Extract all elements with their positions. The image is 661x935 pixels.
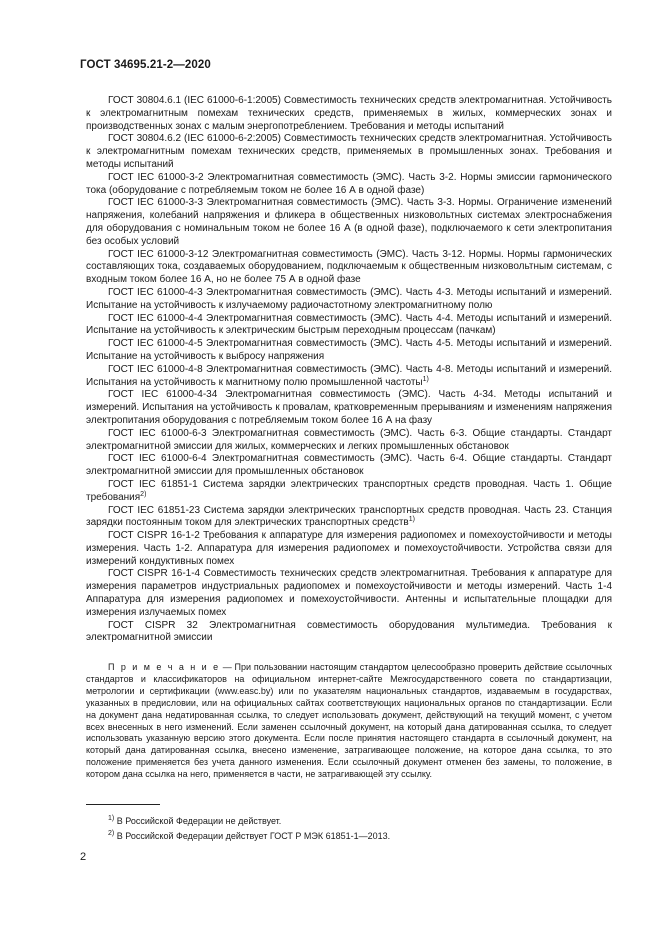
footnote-divider — [86, 804, 160, 805]
reference-item: ГОСТ IEC 61000-6-3 Электромагнитная совместимость (ЭМС). Часть 6-3. Общие стандарты. Стандарт электромагнитной эмиссии для жилых, коммерческих и легких промышленных обстановок — [86, 427, 612, 452]
document-header: ГОСТ 34695.21-2—2020 — [80, 59, 211, 71]
reference-item: ГОСТ IEC 61000-4-4 Электромагнитная совместимость (ЭМС). Часть 4-4. Методы испытаний и измерений. Испытание на устойчивость к электрическим быстрым переходным процессам (пачкам) — [86, 312, 612, 337]
footnote-mark: 1) — [422, 375, 429, 383]
reference-item: ГОСТ IEC 61000-3-2 Электромагнитная совместимость (ЭМС). Часть 3-2. Нормы эмиссии гармонического тока (оборудование с потребляемым током не более 16 А в одной фазе) — [86, 171, 612, 196]
footnote-mark: 1) — [408, 516, 415, 524]
footnotes — [108, 814, 390, 844]
note-label: П р и м е ч а н и е — [108, 662, 220, 672]
reference-item: ГОСТ IEC 61000-4-3 Электромагнитная совместимость (ЭМС). Часть 4-3. Методы испытаний и измерений. Испытание на устойчивость к излучаемому радиочастотному электромагнитному полю — [86, 286, 612, 311]
page-number: 2 — [80, 851, 87, 863]
footnote-mark: 2) — [108, 830, 115, 837]
reference-item: ГОСТ IEC 61000-4-34 Электромагнитная совместимость (ЭМС). Часть 4-34. Методы испытаний и измерений. Испытания на устойчивость к провалам, кратковременным прерываниям и изменениям напряжения электропитания оборудования с потребляемым током более 16 А на фазу — [86, 389, 612, 426]
footnote-item: $^{2)}$ В Российской Федерации действует ГОСТ Р МЭК 61851-1—2013. — [108, 830, 391, 841]
reference-item: ГОСТ IEC 61000-4-5 Электромагнитная совместимость (ЭМС). Часть 4-5. Методы испытаний и измерений. Испытание на устойчивость к выбросу напряжения — [86, 338, 612, 362]
reference-item: ГОСТ IEC 61851-23 Система зарядки электрических транспортных средств проводная. Часть 23. Станция зарядки постоянным током для электрических транспортных средств$^{1)}$ — [86, 504, 612, 529]
footnote-mark: 1) — [108, 815, 115, 822]
footnote-item: $^{1)}$ В Российской Федерации не действует. — [108, 815, 282, 826]
reference-item: ГОСТ IEC 61000-4-8 Электромагнитная совместимость (ЭМС). Часть 4-8. Методы испытаний и измерений. Испытания на устойчивость к магнитному полю промышленной частоты$^{1)}$ — [86, 363, 612, 388]
reference-item: ГОСТ CISPR 16-1-2 Требования к аппаратуре для измерения радиопомех и помехоустойчивости и методы измерения. Часть 1-2. Аппаратура для измерения радиопомех и помехоустойчивости. Устройства связи для измерений кондуктивных помех — [86, 530, 612, 567]
reference-item: ГОСТ 30804.6.2 (IEC 61000-6-2:2005) Совместимость технических средств электромагнитная. Устойчивость к электромагнитным помехам технических средств, применяемых в промышленных зонах. Требования и методы испытаний — [86, 133, 612, 170]
footnote-mark: 2) — [140, 490, 147, 498]
reference-item: ГОСТ IEC 61000-3-12 Электромагнитная совместимость (ЭМС). Часть 3-12. Нормы. Нормы гармонических составляющих тока, создаваемых оборудованием, подключаемым к общественным низковольтным системам, с входным током более 16 А, но не более 75 А в одной фазе — [86, 248, 612, 286]
reference-item: ГОСТ IEC 61851-1 Система зарядки электрических транспортных средств проводная. Часть 1. Общие требования$^{2)}$ — [86, 478, 612, 503]
reference-item: ГОСТ IEC 61000-3-3 Электромагнитная совместимость (ЭМС). Часть 3-3. Нормы. Ограничение изменений напряжения, колебаний напряжения и фликера в общественных низковольтных системах электроснабжения для оборудования с номинальным током не более 16 А (в одной фазе), подключаемого к сети электропитания без особых условий — [86, 197, 612, 247]
reference-item: ГОСТ 30804.6.1 (IEC 61000-6-1:2005) Совместимость технических средств электромагнитная. Устойчивость к электромагнитным помехам технических средств, применяемых в жилых, коммерческих зонах и производственных зонах с малым энергопотреблением. Требования и методы испытаний — [86, 95, 612, 132]
note-text: — При пользовании настоящим стандартом целесообразно проверить действие ссылочных стандартов и классификаторов на официальном интернет-сайте Межгосударственного совета по стандартизации, метрологии и сертификации (www.easc.by) или по указателям национальных стандартов, издаваемым в государствах, указанных в предисловии, или на официальных сайтах соответствующих национальных органов по стандартизации. Если на документ дана недатированная ссылка, то следует использовать документ, действующий на текущий момент, с учетом всех внесенных в него изменений. Если заменен ссылочный документ, на который дана датированная ссылка, то следует использовать указанную версию этого документа. Если после принятия настоящего стандарта в ссылочный документ, на который дана датированная ссылка, внесено изменение, затрагивающее положение, на которое дана ссылка, то это положение применяется без учета данного изменения. Если ссылочный документ отменен без замены, то положение, в котором дана ссылка на него, применяется в части, не затрагивающей эту ссылку. — [86, 662, 612, 780]
note-block — [86, 662, 612, 781]
reference-item: ГОСТ CISPR 32 Электромагнитная совместимость оборудования мультимедиа. Требования к электромагнитной эмиссии — [86, 619, 612, 644]
note-paragraph — [86, 662, 612, 781]
reference-item: ГОСТ CISPR 16-1-4 Совместимость технических средств электромагнитная. Требования к аппаратуре для измерения параметров индустриальных радиопомех и помехоустойчивости и методы измерений. Часть 1-4 Аппаратура для измерения радиопомех и помехоустойчивости. Антенны и испытательные площадки для измерения излучаемых помех — [86, 568, 612, 618]
reference-item: ГОСТ IEC 61000-6-4 Электромагнитная совместимость (ЭМС). Часть 6-4. Общие стандарты. Стандарт электромагнитной эмиссии для промышленных обстановок — [86, 453, 612, 478]
normative-references — [86, 95, 612, 645]
